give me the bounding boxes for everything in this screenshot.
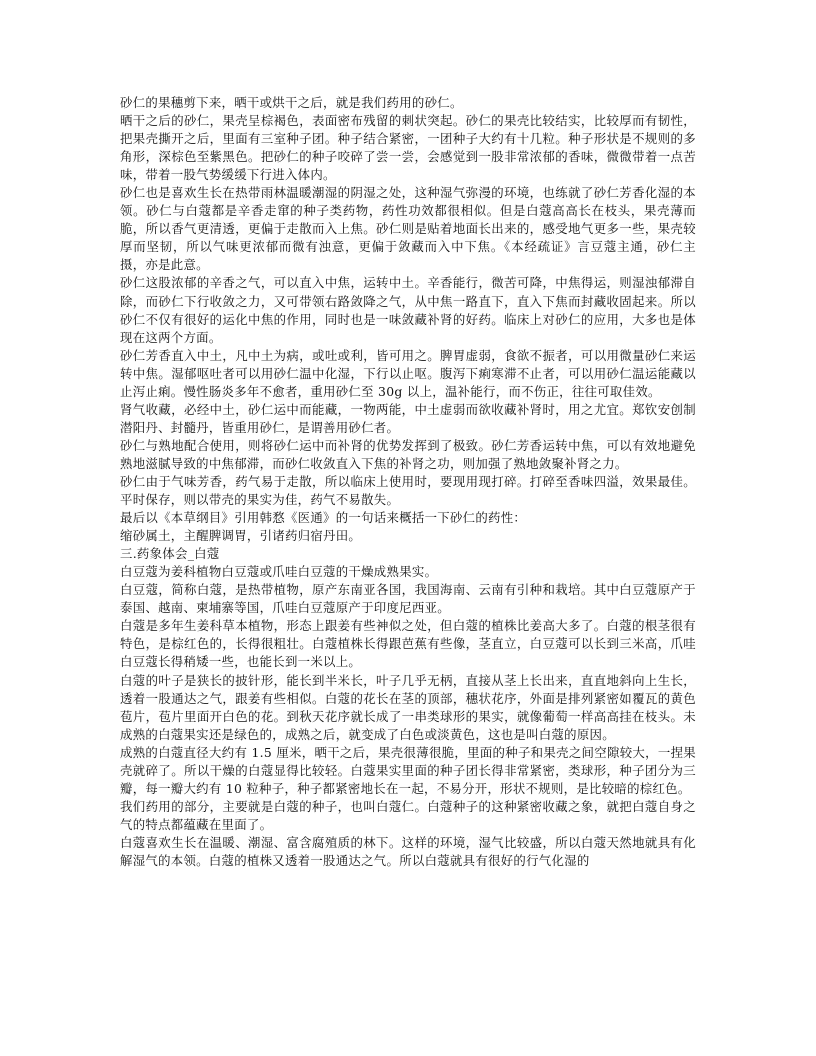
paragraph: 砂仁的果穗剪下来，晒干或烘干之后，就是我们药用的砂仁。 (120, 95, 463, 110)
paragraph: 白豆蔻为姜科植物白豆蔻或爪哇白豆蔻的干燥成熟果实。 (120, 564, 438, 580)
paragraph: 白豆蔻，简称白蔻，是热带植物，原产东南亚各国，我国海南、云南有引种和栽培。其中白豆蔻原产于泰国、越南、柬埔寨等国，爪哇白豆蔻原产于印度尼西亚。 (120, 582, 696, 616)
paragraph: 白蔻的叶子是狭长的披针形，能长到半米长，叶子几乎无柄，直接从茎上长出来，直直地斜向上生长，透着一股通达之气，跟姜有些相似。白蔻的花长在茎的顶部，穗状花序，外面是排列紧密如覆瓦的黄色苞片，苞片里面开白色的花。到秋天花序就长成了一串类球形的果实，就像葡萄一样高高挂在枝头。未成熟的白蔻果实还是绿色的，成熟之后，就变成了白色或淡黄色，这也是叫白蔻的原因。 (120, 672, 696, 742)
paragraph: 砂仁与熟地配合使用，则将砂仁运中而补肾的优势发挥到了极致。砂仁芳香运转中焦，可以有效地避免熟地滋腻导致的中焦郁滞，而砂仁收敛直入下焦的补肾之功，则加强了熟地敛聚补肾之力。 (120, 437, 696, 471)
document-page (120, 94, 696, 870)
paragraph: 砂仁由于气味芳香，药气易于走散，所以临床上使用时，要现用现打碎。打碎至香味四溢，效果最佳。平时保存，则以带壳的果实为佳，药气不易散失。 (120, 473, 696, 508)
paragraph: 我们药用的部分，主要就是白蔻的种子，也叫白蔻仁。白蔻种子的这种紧密收藏之象，就把白蔻自身之气的特点都蕴藏在里面了。 (120, 798, 696, 832)
paragraph: 白蔻是多年生姜科草本植物，形态上跟姜有些神似之处，但白蔻的植株比姜高大多了。白蔻的根茎很有特色，是棕红色的，长得很粗壮。白蔻植株长得跟芭蕉有些像，茎直立，白豆蔻可以长到三米高，爪哇白豆蔻长得稍矮一些，也能长到一米以上。 (120, 618, 696, 670)
paragraph: 成熟的白蔻直径大约有 1.5 厘米，晒干之后，果壳很薄很脆，里面的种子和果壳之间空隙较大，一捏果壳就碎了。所以干燥的白蔻显得比较轻。白蔻果实里面的种子团长得非常紧密，类球形，种子团分为三瓣，每一瓣大约有 10 粒种子，种子都紧密地长在一起，不易分开，形状不规则，是比较暗的棕红色。 (120, 744, 696, 796)
paragraph: 晒干之后的砂仁，果壳呈棕褐色，表面密布残留的刺状突起。砂仁的果壳比较结实，比较厚而有韧性，把果壳撕开之后，里面有三室种子团。种子结合紧密，一团种子大约有十几粒。种子形状是不规则的多角形，深棕色至紫黑色。把砂仁的种子咬碎了尝一尝，会感觉到一股非常浓郁的香味，微微带着一点苦味，带着一股气势缓缓下行进入体内。 (120, 113, 696, 183)
paragraph: 肾气收藏，必经中土，砂仁运中而能藏，一物两能，中土虚弱而欲收藏补肾时，用之尤宜。郑钦安创制潜阳丹、封髓丹，皆重用砂仁，是谓善用砂仁者。 (120, 401, 696, 435)
paragraph: 砂仁芳香直入中土，凡中土为病，或吐或利，皆可用之。脾胃虚弱，食欲不振者，可以用微量砂仁来运转中焦。湿郁呕吐者可以用砂仁温中化湿，下行以止呕。腹泻下痢寒滞不止者，可以用砂仁温运能藏以止泻止痢。慢性肠炎多年不愈者，重用砂仁至 30g 以上，温补能行，而不伤正，往往可取佳效。 (120, 347, 696, 399)
paragraph: 白蔻喜欢生长在温暖、潮湿、富含腐殖质的林下。这样的环境，湿气比较盛，所以白蔻天然地就具有化解湿气的本领。白蔻的植株又透着一股通达之气。所以白蔻就具有很好的行气化湿的 (120, 834, 696, 868)
section-heading: 三.药象体会_白蔻 (120, 546, 220, 562)
paragraph: 砂仁这股浓郁的辛香之气，可以直入中焦，运转中土。辛香能行，微苦可降，中焦得运，则湿浊郁滞自除，而砂仁下行收敛之力，又可带领右路敛降之气，从中焦一路直下，直入下焦而封藏收固起来。所以砂仁不仅有很好的运化中焦的作用，同时也是一味敛藏补肾的好药。临床上对砂仁的应用，大多也是体现在这两个方面。 (120, 275, 696, 345)
paragraph: 最后以《本草纲目》引用韩愗《医通》的一句话来概括一下砂仁的药性： (120, 510, 527, 526)
paragraph: 砂仁也是喜欢生长在热带雨林温暖潮湿的阴湿之处，这种湿气弥漫的环境，也练就了砂仁芳香化湿的本领。砂仁与白蔻都是辛香走窜的种子类药物，药性功效都很相似。但是白蔻高高长在枝头，果壳薄而脆，所以香气更清透，更偏于走散而入上焦。砂仁则是贴着地面长出来的，感受地气更多一些，果壳较厚而坚韧，所以气味更浓郁而微有浊意，更偏于敛藏而入中下焦。《本经疏证》言豆蔻主通，砂仁主摄，亦是此意。 (120, 185, 696, 273)
paragraph: 缩砂属土，主醒脾调胃，引诸药归宿丹田。 (120, 528, 362, 544)
